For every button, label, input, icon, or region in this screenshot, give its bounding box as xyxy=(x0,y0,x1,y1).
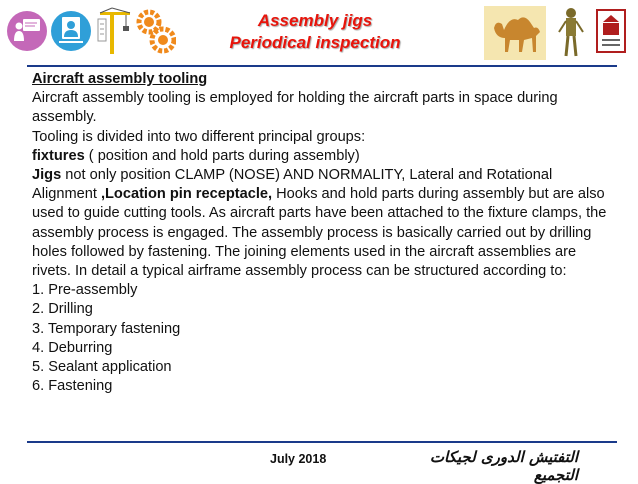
step-item: 3. Temporary fastening xyxy=(32,320,181,337)
slide-title xyxy=(190,10,440,54)
top-divider xyxy=(27,65,617,67)
gears-icon xyxy=(136,6,176,56)
step-item: 5. Sealant application xyxy=(32,359,172,376)
title-line-1: Assembly jigs xyxy=(257,11,373,30)
jigs-description-2: Hooks and hold parts during assembly but are also used to guide cutting tools. As aircraft parts have been attached to the fixture clamps, the assembly process is engaged. The assembly process is basically carried out by drilling holes followed by fastening. The joining elements used in the aircraft assemblies are rivets. In detail a typical airframe assembly process can be structured according to: xyxy=(32,186,607,280)
step-item: 6. Fastening xyxy=(32,378,113,395)
presenter-icon xyxy=(6,6,48,56)
camel-icon xyxy=(484,6,546,56)
fixtures-description: ( position and hold parts during assembly) xyxy=(84,147,360,164)
step-item: 4. Deburring xyxy=(32,339,113,356)
groups-paragraph: Tooling is divided into two different principal groups: xyxy=(32,128,366,145)
fixtures-term: fixtures xyxy=(32,147,85,164)
inspector-icon xyxy=(50,6,92,56)
jigs-paragraph xyxy=(32,166,617,281)
bottom-divider xyxy=(27,441,617,443)
pharaoh-figure-icon xyxy=(556,6,586,56)
jigs-bold-phrase: ,Location pin receptacle, xyxy=(100,186,273,203)
slide-body xyxy=(32,70,617,396)
section-heading: Aircraft assembly tooling xyxy=(32,71,208,87)
step-item: 1. Pre-assembly xyxy=(32,282,138,299)
footer-date: July 2018 xyxy=(270,452,327,466)
title-line-2: Periodical inspection xyxy=(229,33,401,52)
fixtures-paragraph xyxy=(32,147,617,166)
jigs-description-1: not only position CLAMP (NOSE) AND NORMALITY, Lateral and Rotational Alignment xyxy=(32,167,553,203)
university-logo-icon xyxy=(594,6,628,56)
jigs-term: Jigs xyxy=(32,167,62,184)
footer-arabic-title: التفتيش الدورى لجيكات التجميع xyxy=(429,448,578,484)
slide-header xyxy=(0,0,638,64)
intro-paragraph: Aircraft assembly tooling is employed for holding the aircraft parts in space during assembly. xyxy=(32,90,558,126)
step-item: 2. Drilling xyxy=(32,301,93,318)
crane-icon xyxy=(96,6,132,56)
